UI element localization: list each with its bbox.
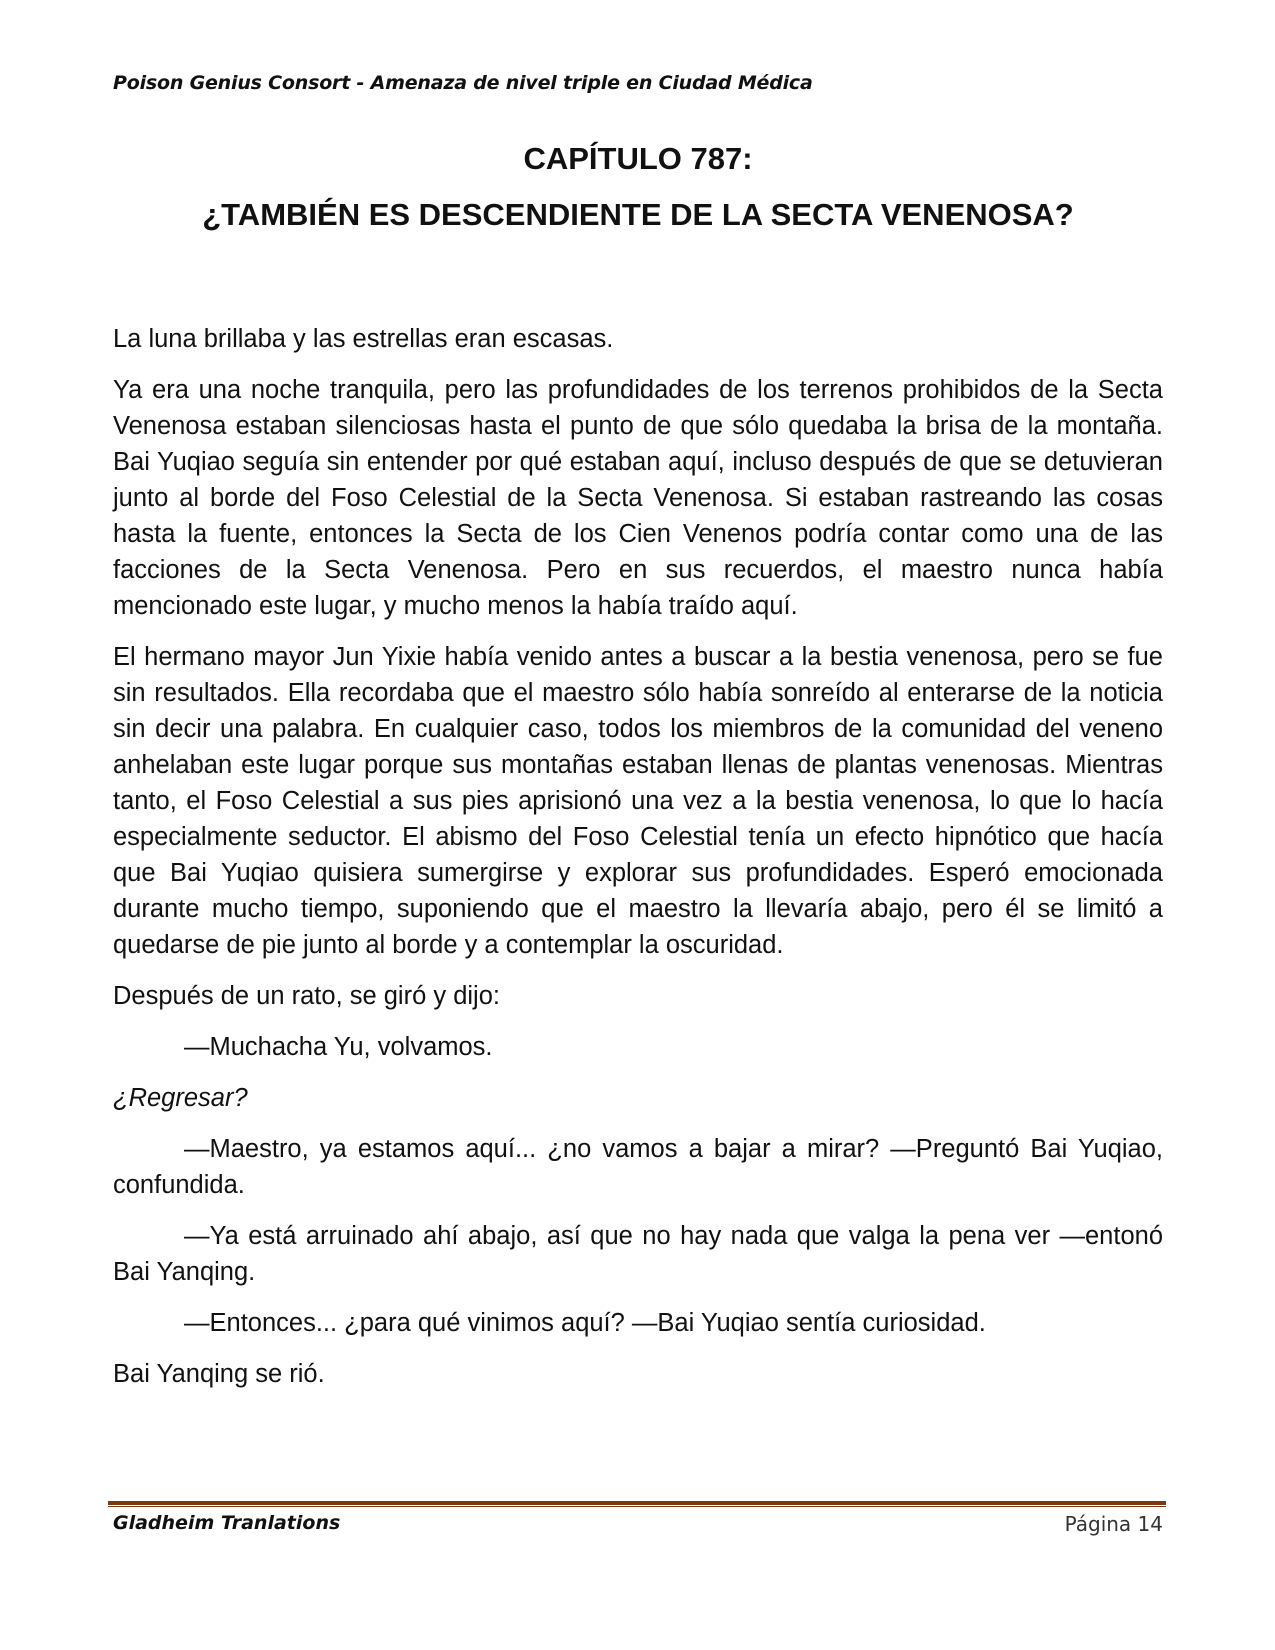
footer-page-indicator — [1065, 1512, 1163, 1536]
body-text — [113, 321, 1163, 1407]
chapter-title: ¿TAMBIÉN ES DESCENDIENTE DE LA SECTA VENENOSA? — [202, 197, 1074, 232]
footer-rule-thin — [108, 1506, 1166, 1507]
paragraph: La luna brillaba y las estrellas eran escasas. — [113, 325, 614, 353]
paragraph: Después de un rato, se giró y dijo: — [113, 982, 500, 1010]
chapter-number: CAPÍTULO 787: — [523, 141, 753, 176]
footer-publisher: Gladheim Tranlations — [113, 1512, 341, 1534]
dialogue-paragraph: —Muchacha Yu, volvamos. — [184, 1033, 493, 1061]
chapter-heading — [113, 142, 1163, 254]
page-number: 14 — [1137, 1512, 1163, 1536]
italic-thought: ¿Regresar? — [113, 1084, 248, 1112]
dialogue-paragraph: —Ya está arruinado ahí abajo, así que no hay nada que valga la pena ver —entonó Bai Yanqing. — [113, 1222, 1163, 1286]
running-header: Poison Genius Consort - Amenaza de nivel triple en Ciudad Médica — [113, 72, 813, 94]
paragraph: Bai Yanqing se rió. — [113, 1360, 325, 1388]
footer-rule — [108, 1501, 1166, 1508]
paragraph: Ya era una noche tranquila, pero las profundidades de los terrenos prohibidos de la Secta Venenosa estaban silenciosas hasta el punto de que sólo quedaba la brisa de la montaña. Bai Yuqiao seguía sin entender por qué estaban aquí, incluso después de que se detuvieran junto al borde del Foso Celestial de la Secta Venenosa. Si estaban rastreando las cosas hasta la fuente, entonces la Secta de los Cien Venenos podría contar como una de las facciones de la Secta Venenosa. Pero en sus recuerdos, el maestro nunca había mencionado este lugar, y mucho menos la había traído aquí. — [113, 376, 1163, 620]
page-label: Página — [1064, 1512, 1132, 1536]
dialogue-paragraph: —Maestro, ya estamos aquí... ¿no vamos a bajar a mirar? —Preguntó Bai Yuqiao, confundida. — [113, 1135, 1163, 1199]
footer-rule-thick — [108, 1501, 1166, 1505]
dialogue-paragraph: —Entonces... ¿para qué vinimos aquí? —Bai Yuqiao sentía curiosidad. — [184, 1309, 986, 1337]
paragraph: El hermano mayor Jun Yixie había venido antes a buscar a la bestia venenosa, pero se fue sin resultados. Ella recordaba que el maestro sólo había sonreído al enterarse de la noticia sin decir una palabra. En cualquier caso, todos los miembros de la comunidad del veneno anhelaban este lugar porque sus montañas estaban llenas de plantas venenosas. Mientras tanto, el Foso Celestial a sus pies aprisionó una vez a la bestia venenosa, lo que lo hacía especialmente seductor. El abismo del Foso Celestial tenía un efecto hipnótico que hacía que Bai Yuqiao quisiera sumergirse y explorar sus profundidades. Esperó emocionada durante mucho tiempo, suponiendo que el maestro la llevaría abajo, pero él se limitó a quedarse de pie junto al borde y a contemplar la oscuridad. — [113, 643, 1163, 959]
